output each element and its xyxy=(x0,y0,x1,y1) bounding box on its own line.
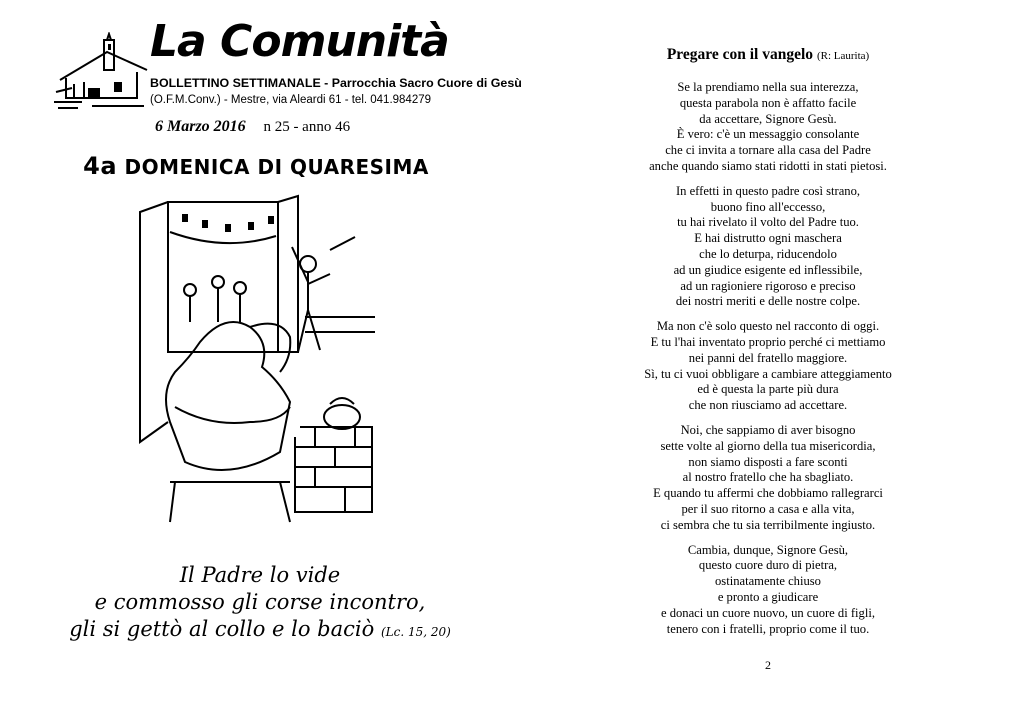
poem-line: Noi, che sappiamo di aver bisogno xyxy=(680,422,856,437)
masthead-address: (O.F.M.Conv.) - Mestre, via Aleardi 61 - tel. 041.984279 xyxy=(150,94,432,106)
stanza xyxy=(512,80,1024,175)
poem-line: dei nostri meriti e delle nostre colpe. xyxy=(675,294,861,309)
issue-number: n 25 - anno 46 xyxy=(263,119,351,135)
poem-line: tenero con i fratelli, proprio come il tuo. xyxy=(666,621,870,636)
poem-line: E quando tu affermi che dobbiamo rallegrarci xyxy=(653,486,883,501)
poem-line: da accettare, Signore Gesù. xyxy=(699,111,837,126)
quote-line xyxy=(40,616,480,646)
poem-line: In effetti in questo padre così strano, xyxy=(675,183,861,198)
article-title-text: Pregare con il vangelo xyxy=(666,46,814,63)
right-page xyxy=(512,0,1024,724)
quote-line-text: gli si gettò al collo e lo baciò xyxy=(69,617,375,641)
headline-text: DOMENICA DI QUARESIMA xyxy=(124,155,429,179)
poem-line: non siamo disposti a fare sconti xyxy=(688,454,848,469)
prodigal-son-embrace-illustration xyxy=(130,192,380,527)
poem-line: ci sembra che tu sia terribilmente ingiusto. xyxy=(660,517,876,532)
page-number: 2 xyxy=(765,658,771,672)
poem xyxy=(512,80,1024,646)
poem-line: ad un ragioniere rigoroso e preciso xyxy=(680,278,856,293)
poem-line: anche quando siamo stati ridotti in stati pietosi. xyxy=(649,158,887,173)
poem-line: Se la prendiamo nella sua interezza, xyxy=(677,80,859,94)
headline xyxy=(0,152,512,180)
poem-line: Ma non c'è solo questo nel racconto di oggi. xyxy=(656,319,880,334)
issue-line xyxy=(155,118,350,136)
stanza xyxy=(512,319,1024,414)
masthead-subtitle: BOLLETTINO SETTIMANALE - Parrocchia Sacro Cuore di Gesù xyxy=(150,76,522,90)
poem-line: Cambia, dunque, Signore Gesù, xyxy=(687,542,849,557)
poem-line: ostinatamente chiuso xyxy=(715,574,821,589)
poem-line: Sì, tu ci vuoi obbligare a cambiare atteggiamento xyxy=(644,366,892,381)
article-author: (R: Laurita) xyxy=(816,50,870,62)
poem-line: ed è questa la parte più dura xyxy=(697,382,839,397)
issue-date: 6 Marzo 2016 xyxy=(155,118,246,135)
poem-line: e donaci un cuore nuovo, un cuore di figli, xyxy=(660,605,876,620)
church-logo-icon xyxy=(52,32,152,112)
headline-prefix: 4a xyxy=(83,152,118,180)
poem-line: sette volte al giorno della tua misericordia, xyxy=(660,438,876,453)
poem-line: che non riusciamo ad accettare. xyxy=(688,398,848,413)
poem-line: e pronto a giudicare xyxy=(717,589,819,604)
poem-line: per il suo ritorno a casa e alla vita, xyxy=(681,501,855,516)
stanza xyxy=(512,423,1024,534)
article-title xyxy=(512,46,1024,64)
masthead-title: La Comunità xyxy=(150,16,449,67)
poem-line: questo cuore duro di pietra, xyxy=(698,558,838,573)
quote-line: Il Padre lo vide xyxy=(179,563,341,587)
stanza xyxy=(512,184,1024,310)
poem-line: buono fino all'eccesso, xyxy=(710,199,826,214)
poem-line: nei panni del fratello maggiore. xyxy=(688,350,848,365)
scripture-quote xyxy=(40,562,480,646)
poem-line: tu hai rivelato il volto del Padre tuo. xyxy=(677,215,859,230)
stanza xyxy=(512,543,1024,638)
poem-line: che lo deturpa, riducendolo xyxy=(699,246,837,261)
poem-line: È vero: c'è un messaggio consolante xyxy=(676,127,860,142)
poem-line: questa parabola non è affatto facile xyxy=(679,95,857,110)
quote-reference: (Lc. 15, 20) xyxy=(380,625,451,639)
poem-line: al nostro fratello che ha sbagliato. xyxy=(682,470,854,485)
poem-line: ad un giudice esigente ed inflessibile, xyxy=(673,262,863,277)
poem-line: E tu l'hai inventato proprio perché ci mettiamo xyxy=(650,334,886,349)
poem-line: E hai distrutto ogni maschera xyxy=(694,231,842,246)
poem-line: che ci invita a tornare alla casa del Padre xyxy=(665,143,871,158)
quote-line: e commosso gli corse incontro, xyxy=(94,590,426,614)
